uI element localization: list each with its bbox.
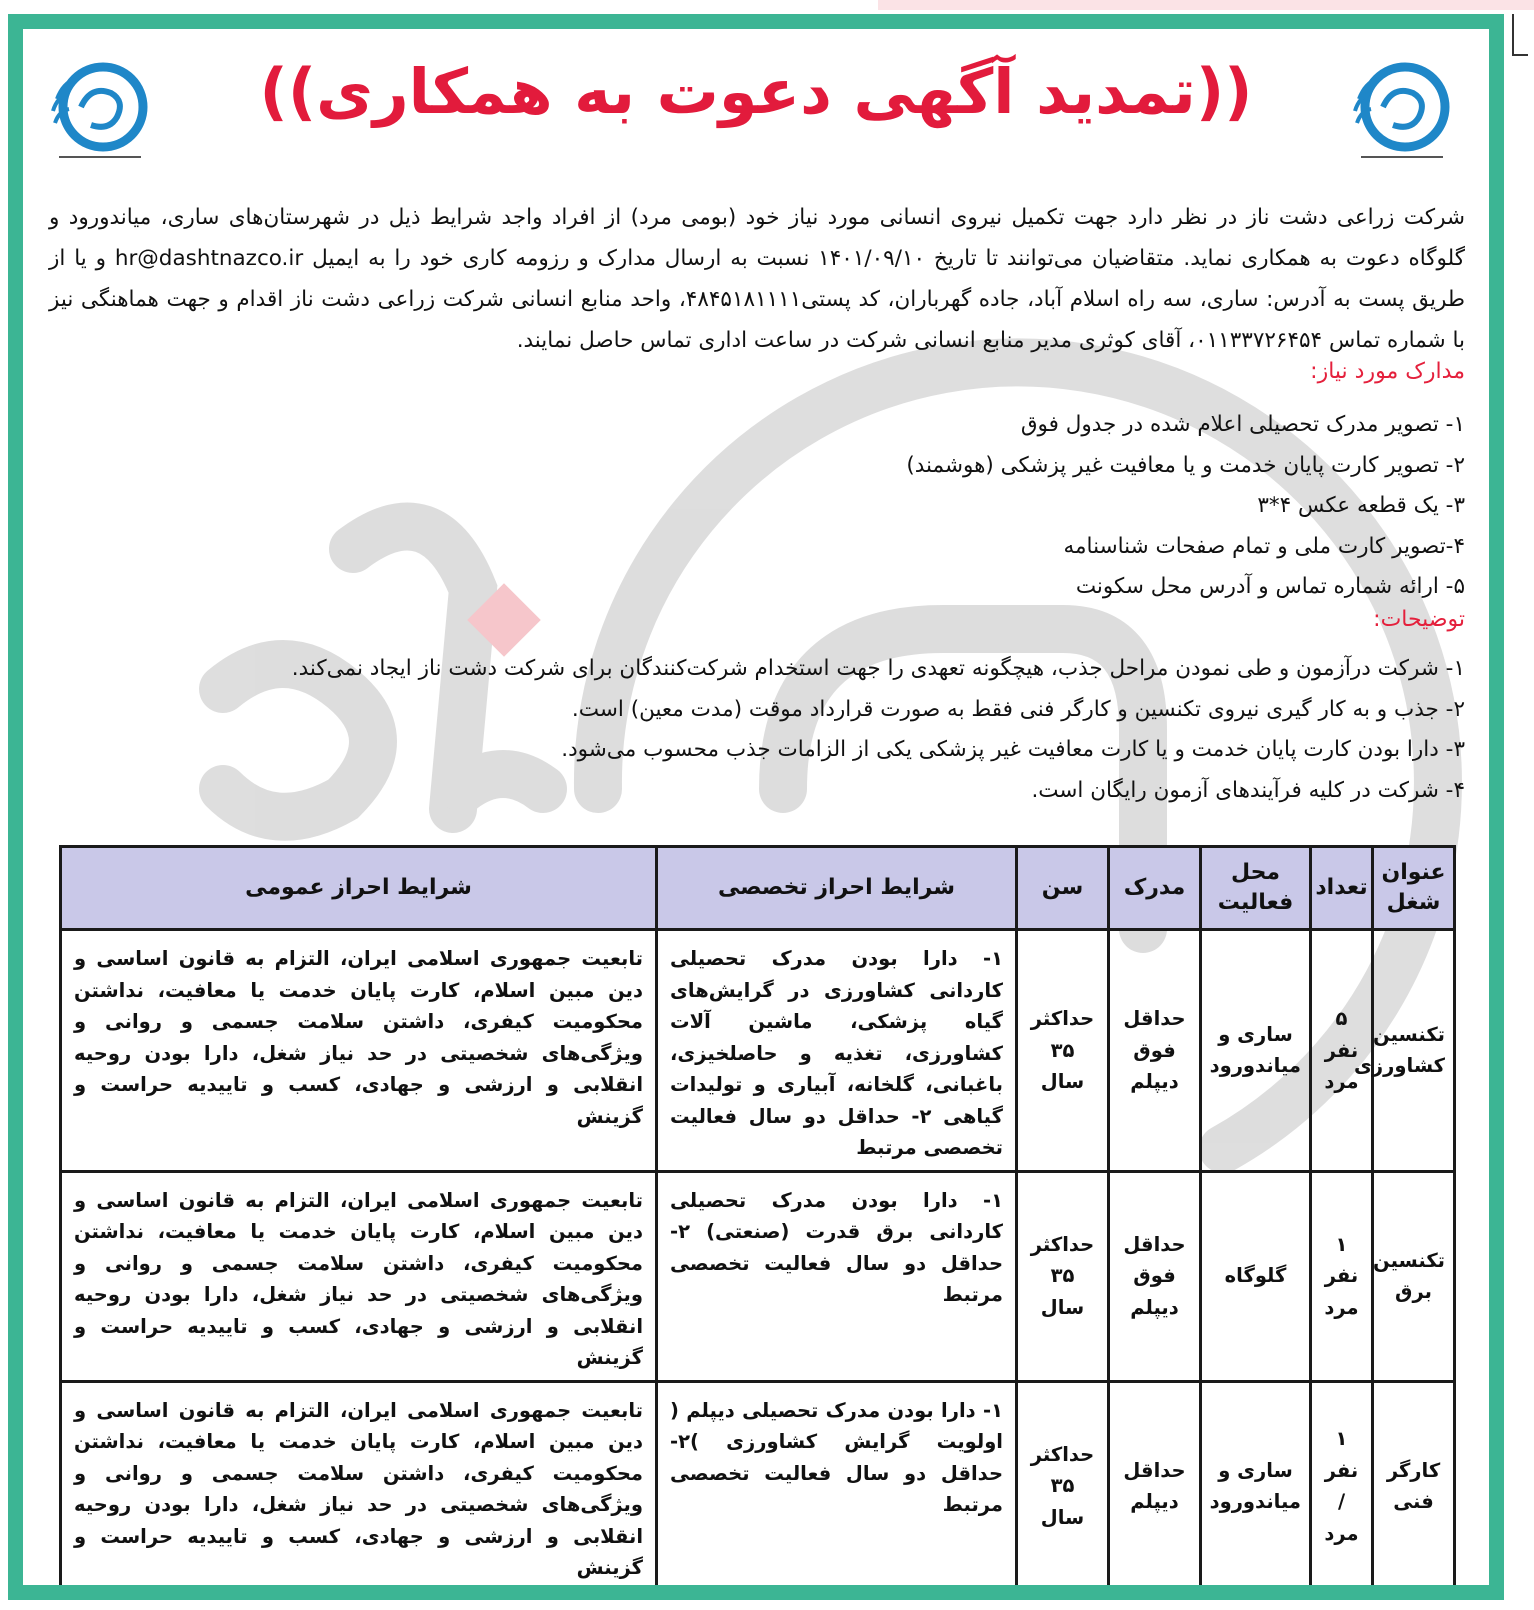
- company-logo-left-icon: [41, 49, 159, 167]
- header-age: سن: [1017, 847, 1109, 930]
- table-row: [61, 1171, 1455, 1381]
- cell-job-title: تکنسین کشاورزی: [1373, 930, 1455, 1172]
- table-header-row: [61, 847, 1455, 930]
- cell-location: ساری و میاندورود: [1201, 1381, 1311, 1585]
- list-item: ۵- ارائه شماره تماس و آدرس محل سکونت: [1075, 574, 1465, 599]
- header-count: تعداد: [1311, 847, 1373, 930]
- ad-title: ((تمدید آگهی دعوت به همکاری)): [259, 55, 1253, 128]
- top-accent-bar: [878, 0, 1534, 10]
- ad-frame: [8, 14, 1504, 1600]
- cell-specialized: ۱- دارا بودن مدرک تحصیلی کاردانی کشاورزی در گرایش‌های گیاه پزشکی، ماشین آلات کشاورزی، تغذیه و حاصلخیزی، باغبانی، گلخانه، آبیاری و تولیدات گیاهی ۲- حداقل دو سال فعالیت تخصصی مرتبط: [657, 930, 1017, 1172]
- list-item: ۲- تصویر کارت پایان خدمت و یا معافیت غیر پزشکی (هوشمند): [906, 452, 1465, 478]
- cell-job-title: کارگر فنی: [1373, 1381, 1455, 1585]
- table-row: [61, 930, 1455, 1172]
- crop-mark: [1512, 14, 1528, 56]
- list-item: ۱- تصویر مدرک تحصیلی اعلام شده در جدول فوق: [1020, 412, 1465, 437]
- cell-age: حداکثر ۳۵ سال: [1017, 930, 1109, 1172]
- cell-count: ۱ نفر / مرد: [1311, 1381, 1373, 1585]
- cell-general: تابعیت جمهوری اسلامی ایران، التزام به قانون اساسی و دین مبین اسلام، کارت پایان خدمت یا معافیت، نداشتن محکومیت کیفری، داشتن سلامت جسمی و روانی و ویژگی‌های شخصیتی در حد نیاز شغل، دارا بودن روحیه انقلابی و ارزشی و جهادی، کسب و تاییدیه حراست و گزینش: [61, 930, 657, 1172]
- list-item: ۴-تصویر کارت ملی و تمام صفحات شناسنامه: [1063, 533, 1465, 559]
- cell-degree: حداقل دیپلم: [1109, 1381, 1201, 1585]
- cell-job-title: تکنسین برق: [1373, 1171, 1455, 1381]
- list-item: ۳- دارا بودن کارت پایان خدمت و یا کارت معافیت غیر پزشکی یکی از الزامات جذب محسوب می‌شود.: [561, 737, 1465, 762]
- notes-list: [49, 649, 1465, 811]
- cell-age: حداکثر ۳۵ سال: [1017, 1171, 1109, 1381]
- documents-list: [49, 405, 1465, 608]
- documents-heading: مدارک مورد نیاز:: [1310, 359, 1465, 384]
- cell-specialized: ۱- دارا بودن مدرک تحصیلی کاردانی برق قدرت (صنعتی) ۲- حداقل دو سال فعالیت تخصصی مرتبط: [657, 1171, 1017, 1381]
- cell-degree: حداقل فوق دیپلم: [1109, 930, 1201, 1172]
- list-item: ۱- شرکت درآزمون و طی نمودن مراحل جذب، هیچگونه تعهدی را جهت استخدام شرکت‌کنندگان برای شرکت دشت ناز ایجاد نمی‌کند.: [291, 656, 1465, 681]
- ad-body: [23, 29, 1489, 1585]
- header-location: محل فعالیت: [1201, 847, 1311, 930]
- cell-location: گلوگاه: [1201, 1171, 1311, 1381]
- cell-location: ساری و میاندورود: [1201, 930, 1311, 1172]
- list-item: ۴- شرکت در کلیه فرآیندهای آزمون رایگان است.: [1031, 777, 1465, 803]
- header-job-title: عنوان شغل: [1373, 847, 1455, 930]
- cell-degree: حداقل فوق دیپلم: [1109, 1171, 1201, 1381]
- header-specialized: شرایط احراز تخصصی: [657, 847, 1017, 930]
- company-logo-right-icon: [1343, 49, 1461, 167]
- cell-general: تابعیت جمهوری اسلامی ایران، التزام به قانون اساسی و دین مبین اسلام، کارت پایان خدمت یا معافیت، نداشتن محکومیت کیفری، داشتن سلامت جسمی و روانی و ویژگی‌های شخصیتی در حد نیاز شغل، دارا بودن روحیه انقلابی و ارزشی و جهادی، کسب و تاییدیه حراست و گزینش: [61, 1171, 657, 1381]
- list-item: ۳- یک قطعه عکس ۴*۳: [1257, 493, 1465, 518]
- cell-count: ۵ نفر مرد: [1311, 930, 1373, 1172]
- jobs-table: [59, 845, 1456, 1585]
- cell-age: حداکثر ۳۵ سال: [1017, 1381, 1109, 1585]
- notes-heading: توضیحات:: [1373, 607, 1465, 632]
- header-degree: مدرک: [1109, 847, 1201, 930]
- cell-general: تابعیت جمهوری اسلامی ایران، التزام به قانون اساسی و دین مبین اسلام، کارت پایان خدمت یا معافیت، نداشتن محکومیت کیفری، داشتن سلامت جسمی و روانی و ویژگی‌های شخصیتی در حد نیاز شغل، دارا بودن روحیه انقلابی و ارزشی و جهادی، کسب و تاییدیه حراست و گزینش: [61, 1381, 657, 1585]
- table-row: [61, 1381, 1455, 1585]
- list-item: ۲- جذب و به کار گیری نیروی تکنسین و کارگر فنی فقط به صورت قرارداد موقت (مدت معین) است.: [571, 696, 1465, 722]
- cell-specialized: ۱- دارا بودن مدرک تحصیلی دیپلم ( اولویت گرایش کشاورزی )۲- حداقل دو سال فعالیت تخصصی مرتبط: [657, 1381, 1017, 1585]
- cell-count: ۱ نفر مرد: [1311, 1171, 1373, 1381]
- intro-paragraph: شرکت زراعی دشت ناز در نظر دارد جهت تکمیل نیروی انسانی مورد نیاز خود (بومی مرد) از افراد واجد شرایط ذیل در شهرستان‌های ساری، میاندورود و گلوگاه دعوت به همکاری نماید. متقاضیان می‌توانند تا تاریخ ۱۴۰۱/۰۹/۱۰ نسبت به ارسال مدارک و رزومه کاری خود را به ایمیل hr@dashtnazco.ir و یا از طریق پست به آدرس: ساری، سه راه اسلام آباد، جاده گهرباران، کد پستی۴۸۴۵۱۸۱۱۱۱، واحد منابع انسانی شرکت زراعی دشت ناز اقدام و جهت هماهنگی نیز با شماره تماس ۰۱۱۳۳۷۲۶۴۵۴، آقای کوثری مدیر منابع انسانی شرکت در ساعت اداری تماس حاصل نمایند.: [49, 205, 1466, 353]
- header-general: شرایط احراز عمومی: [61, 847, 657, 930]
